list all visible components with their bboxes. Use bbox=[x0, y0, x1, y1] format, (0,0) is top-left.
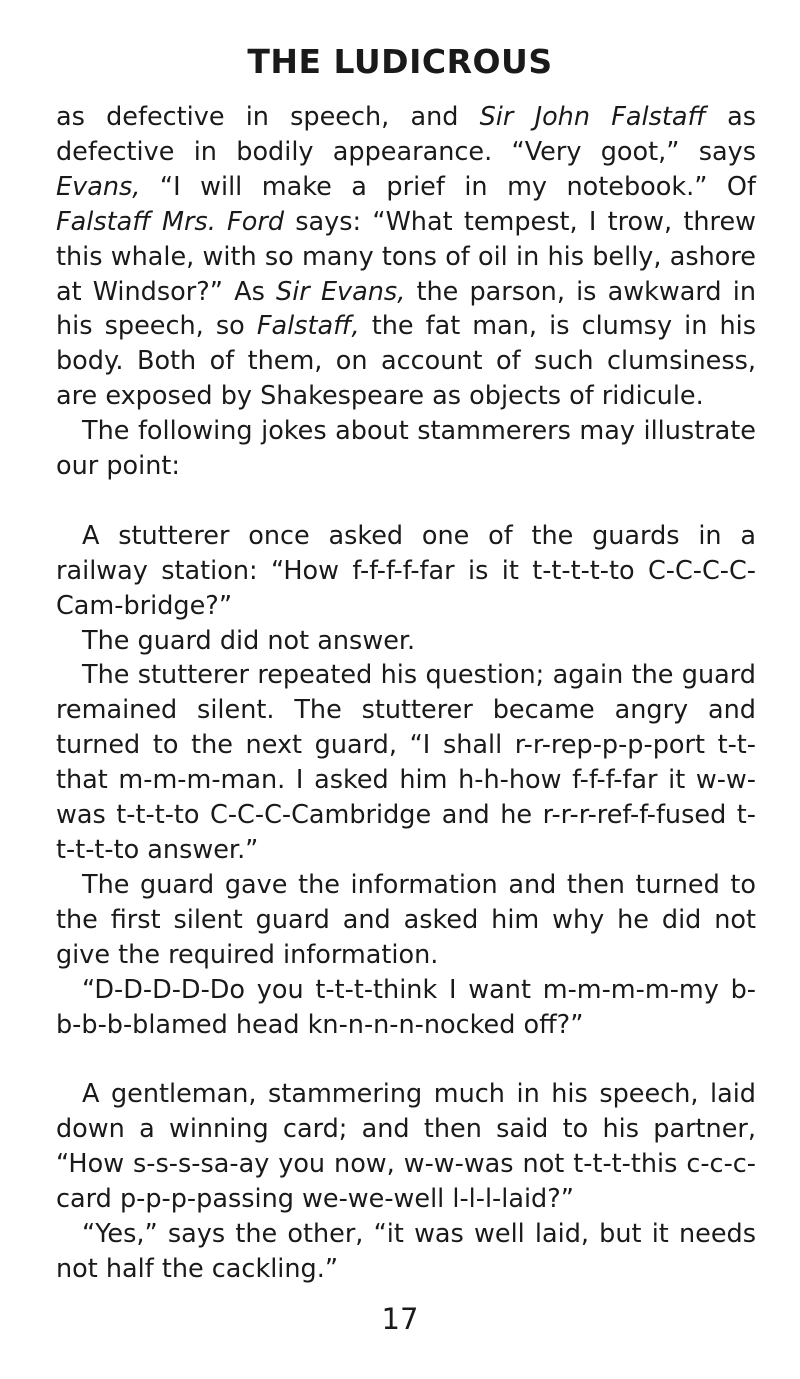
paragraph-stutterer-question: A stutterer once asked one of the guards in a railway station: “How f-f-f-f-far is it t-t-t-t-to C-C-C-C-Cam-bridge?” bbox=[56, 520, 756, 621]
page-number: 17 bbox=[381, 1302, 419, 1336]
italic-name: Falstaff Mrs. Ford bbox=[56, 206, 284, 237]
paragraph-guard-information: The guard gave the information and then turned to the first silent guard and asked him why he did not give the required information. bbox=[56, 869, 756, 970]
paragraph-partner-reply: “Yes,” says the other, “it was well laid, but it needs not half the cackling.” bbox=[56, 1218, 756, 1284]
paragraph-guard-silent: The guard did not answer. bbox=[82, 625, 416, 656]
paragraph-intro-jokes: The following jokes about stammerers may illustrate our point: bbox=[56, 416, 756, 482]
text-run: as defective in bodily appearance. “Very goot,” says bbox=[56, 102, 756, 167]
italic-name: Sir John Falstaff bbox=[479, 102, 706, 132]
italic-name: Falstaff, bbox=[256, 311, 360, 342]
italic-name: Sir Evans, bbox=[276, 276, 406, 307]
text-run: says: “What tempest, I trow, threw this whale, with so many tons of oil in his belly, ashore at Windsor?” As bbox=[56, 206, 756, 307]
paragraph-falstaff bbox=[56, 100, 756, 414]
paragraph-gentleman-card: A gentleman, stammering much in his speech, laid down a winning card; and then said to his partner, “How s-s-s-sa-ay you now, w-w-was not t-t-t-this c-c-c-card p-p-p-passing we-we-well l-l-l-laid?” bbox=[56, 1079, 756, 1215]
text-run: the parson, is awkward in his speech, so bbox=[56, 276, 756, 342]
text-run: the fat man, is clumsy in his body. Both of them, on account of such clumsiness, are exposed by Shakespeare as objects of ridicule. bbox=[56, 311, 756, 412]
paragraph-stutterer-repeat: The stutterer repeated his question; again the guard remained silent. The stutterer became angry and turned to the next guard, “I shall r-r-rep-p-p-port t-t-that m-m-m-man. I asked him h-h-how f-f-f-far it w-w-was t-t-t-to C-C-C-Cambridge and he r-r-r-ref-f-fused t-t-t-t-to answer.” bbox=[56, 660, 756, 866]
running-header: THE LUDICROUS bbox=[247, 42, 553, 81]
paragraph-guard-reply: “D-D-D-D-Do you t-t-t-think I want m-m-m-m-my b-b-b-b-blamed head kn-n-n-n-nocked off?” bbox=[56, 974, 756, 1040]
italic-name: Evans, bbox=[56, 171, 141, 202]
text-run: as defective in speech, and bbox=[56, 102, 480, 132]
text-run: “I will make a prief in my notebook.” Of bbox=[140, 171, 756, 202]
body-text bbox=[56, 100, 756, 1287]
